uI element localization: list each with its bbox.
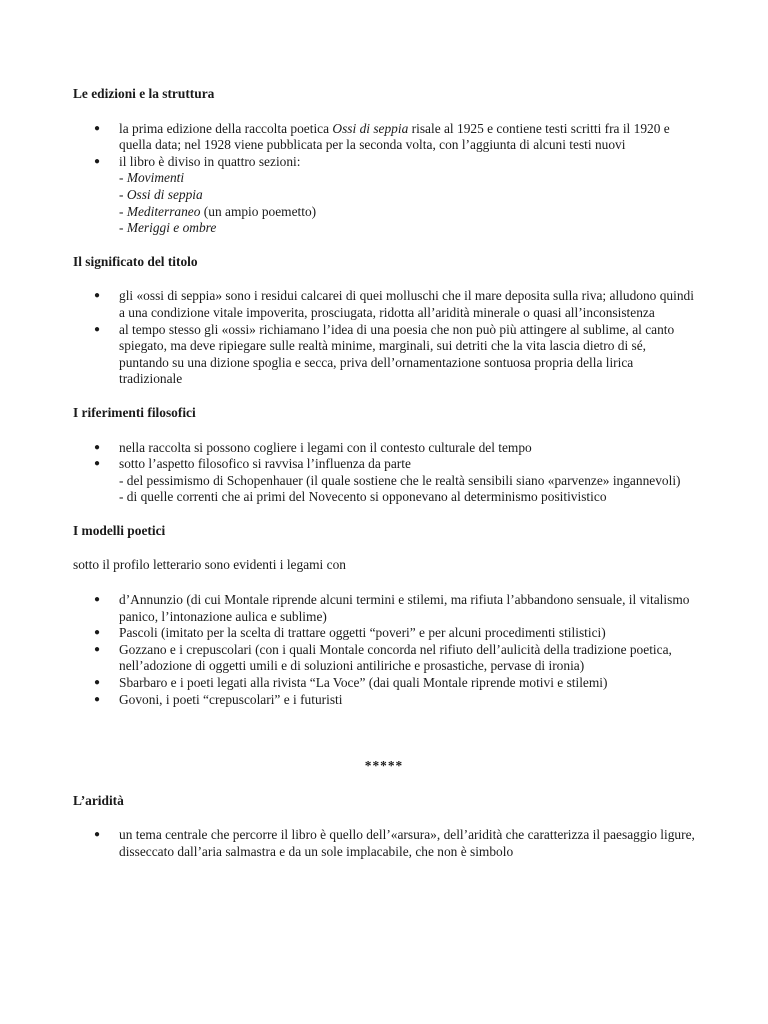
list-item: [73, 440, 695, 457]
heading-edizioni: Le edizioni e la struttura: [73, 86, 215, 101]
heading-significato: Il significato del titolo: [73, 253, 198, 269]
list-item: [73, 288, 695, 321]
heading-riferimenti: I riferimenti filosofici: [73, 404, 196, 420]
bullet-icon: ●: [94, 594, 101, 606]
bullet-icon: ●: [94, 441, 101, 453]
item-text-before: la prima edizione della raccolta poetica: [119, 120, 333, 136]
section-name-mediterraneo: - Mediterraneo (un ampio poemetto): [119, 203, 317, 219]
bullet-icon: ●: [94, 677, 101, 689]
item-intro: sotto l’aspetto filosofico si ravvisa l’influenza da parte: [119, 456, 411, 472]
item-text: al tempo stesso gli «ossi» richiamano l’idea di una poesia che non può più attingere al sublime, al canto spiegato, ma deve ripiegare sulle realtà minime, marginali, sui detriti che la vita lascia dietro di sé, puntando su una dizione spoglia e secca, priva dell’ornamentazione sontuosa propria della lirica tradizionale: [119, 321, 675, 387]
bullet-icon: ●: [94, 693, 101, 705]
list-edizioni: [73, 121, 695, 237]
list-item: [73, 692, 695, 709]
section-name-ossi: - Ossi di seppia: [119, 186, 203, 202]
list-riferimenti: [73, 440, 695, 506]
list-modelli: [73, 592, 695, 708]
list-item: [73, 154, 695, 237]
item-text-after: risale al 1925 e contiene testi scritti fra il 1920 e quella data; nel 1928 viene pubblicata per la seconda volta, con l’aggiunta di alcuni testi nuovi: [119, 120, 670, 153]
document-content: [73, 86, 695, 861]
sub-item-correnti: - di quelle correnti che ai primi del Novecento si opponevano al determinismo positivistico: [119, 489, 607, 505]
heading-aridita: L’aridità: [73, 792, 124, 808]
item-text: un tema centrale che percorre il libro è quello dell’«arsura», dell’aridità che caratterizza il paesaggio ligure, disseccato dall’aria salmastra e da un sole implacabile, che non è simbolo: [119, 827, 695, 859]
item-text: Pascoli (imitato per la scelta di trattare oggetti “poveri” e per alcuni procedimenti stilistici): [119, 625, 606, 641]
list-item: [73, 642, 695, 675]
section-name-movimenti: - Movimenti: [119, 170, 185, 186]
section-name-meriggi: - Meriggi e ombre: [119, 220, 217, 236]
bullet-icon: ●: [94, 155, 101, 167]
bullet-icon: ●: [94, 323, 101, 335]
list-item: [73, 121, 695, 154]
list-aridita: [73, 827, 695, 860]
list-significato: [73, 288, 695, 388]
item-text: gli «ossi di seppia» sono i residui calcarei di quei molluschi che il mare deposita sulla riva; alludono quindi a una condizione vitale impoverita, prosciugata, ridotta all’aridità minerale o quasi all’inconsistenza: [119, 288, 694, 320]
item-text: d’Annunzio (di cui Montale riprende alcuni termini e stilemi, ma rifiuta l’abbandono sensuale, il vitalismo panico, l’intonazione aulica e sublime): [119, 592, 690, 624]
item-text: nella raccolta si possono cogliere i legami con il contesto culturale del tempo: [119, 439, 532, 455]
heading-modelli: I modelli poetici: [73, 522, 166, 538]
list-item: [73, 592, 695, 625]
sub-item-schopenhauer: - del pessimismo di Schopenhauer (il quale sostiene che le realtà sensibili siano «parvenze» ingannevoli): [119, 472, 681, 488]
bullet-icon: ●: [94, 627, 101, 639]
section-separator: *****: [364, 758, 404, 774]
bullet-icon: ●: [94, 290, 101, 302]
bullet-icon: ●: [94, 643, 101, 655]
item-text: Sbarbaro e i poeti legati alla rivista “La Voce” (dai quali Montale riprende motivi e stilemi): [119, 675, 608, 691]
list-item: [73, 827, 695, 860]
bullet-icon: ●: [94, 458, 101, 470]
paragraph-intro: sotto il profilo letterario sono evidenti i legami con: [73, 557, 346, 573]
bullet-icon: ●: [94, 122, 101, 134]
item-text: Govoni, i poeti “crepuscolari” e i futuristi: [119, 691, 343, 707]
list-item: [73, 675, 695, 692]
list-item: [73, 456, 695, 506]
book-title: Ossi di seppia: [332, 120, 409, 136]
item-intro: il libro è diviso in quattro sezioni:: [119, 153, 301, 169]
list-item: [73, 625, 695, 642]
item-text: Gozzano e i crepuscolari (con i quali Montale concorda nel rifiuto dell’aulicità della tradizione poetica, nell’adozione di oggetti umili e di soluzioni antiliriche e prosastiche, pervase di ironia): [119, 641, 672, 674]
bullet-icon: ●: [94, 829, 101, 841]
list-item: [73, 322, 695, 388]
